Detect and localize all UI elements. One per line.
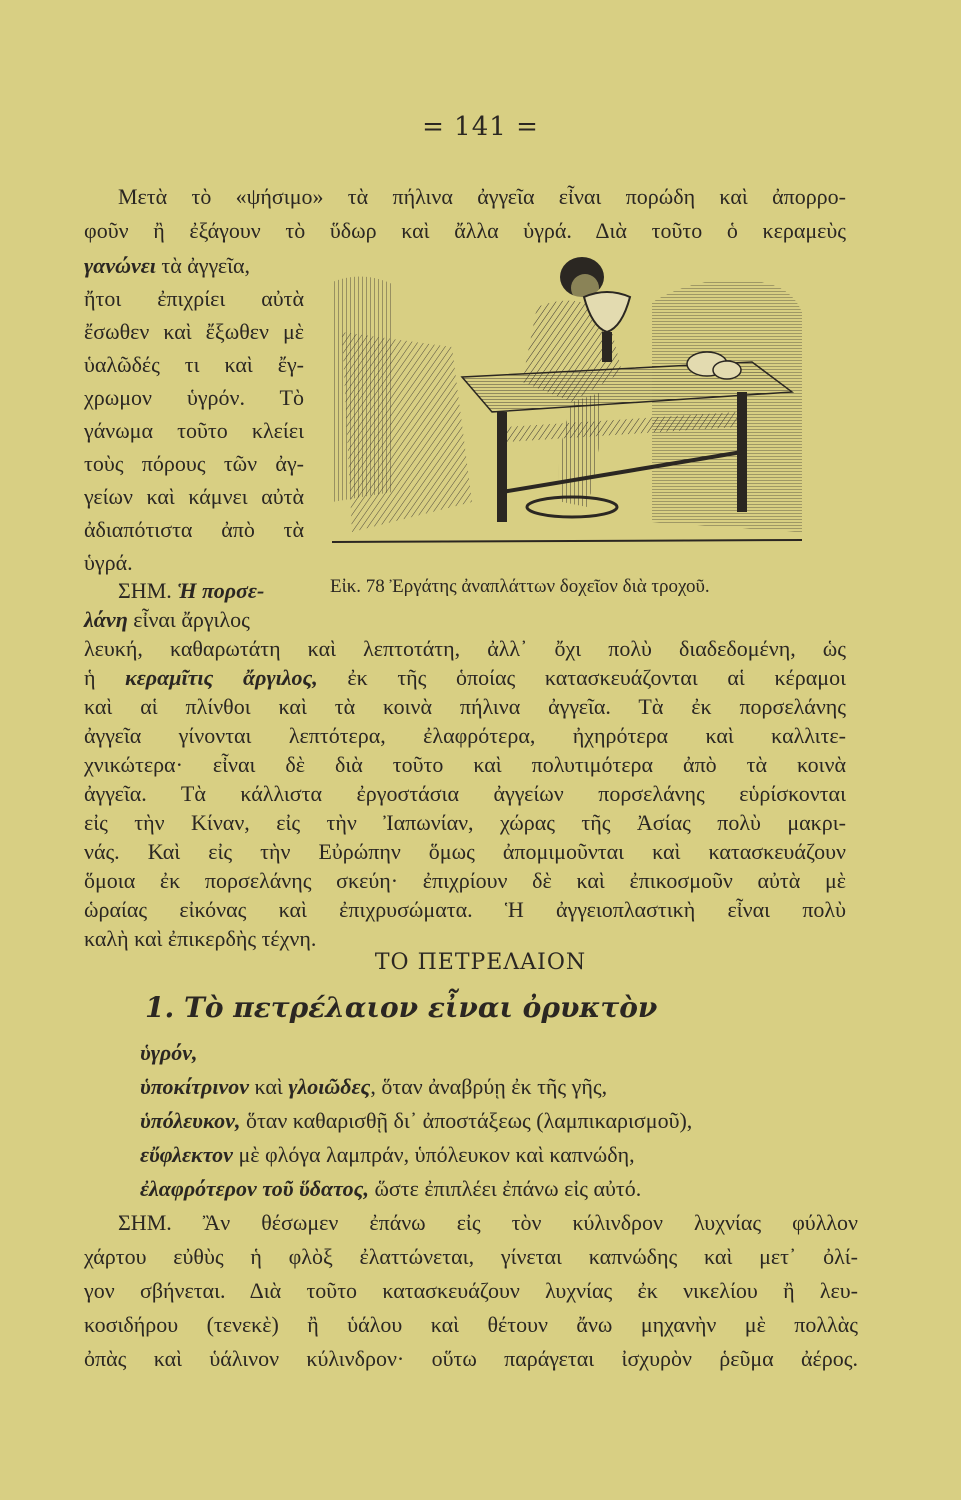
potter-illustration [322,252,812,552]
wrap-line: τοὺς πόρους τῶν ἀγ- [84,451,304,476]
table-leg [497,412,507,522]
bold-term: ὑποκίτρινον [140,1074,249,1099]
wrap-line: γείων καὶ κάμνει αὐτὰ [84,484,304,509]
paragraph-line: φοῦν ἢ ἐξάγουν τὸ ὕδωρ καὶ ἄλλα ὑγρά. Διὰ τοῦτο ὁ κεραμεὺς [84,218,846,243]
wrap-line: ὑαλῶδές τι καὶ ἔγ- [84,352,304,377]
paragraph-line: χάρτου εὐθὺς ἡ φλὸξ ἐλαττώνεται, γίνεται καπνώδης καὶ μετ᾽ ὀλί- [84,1244,858,1269]
wrap-line: γάνωμα τοῦτο κλείει [84,418,304,443]
property-line [140,1172,641,1206]
paragraph-line: καλὴ καὶ ἐπικερδὴς τέχνη. [84,926,317,951]
paragraph-line: γον σβήνεται. Διὰ τοῦτο κατασκευάζουν λυχνίας ἐκ νικελίου ἢ λευ- [84,1278,858,1303]
figure-caption: Εἰκ. 78 Ἐργάτης ἀναπλάττων δοχεῖον διὰ τροχοῦ. [330,576,710,597]
text-span: ὅταν καθαρισθῇ δι᾽ ἀποστάξεως (λαμπικαρισμοῦ), [240,1108,693,1133]
text-span: μὲ φλόγα λαμπράν, ὑπόλευκον καὶ καπνώδη, [232,1142,635,1167]
paragraph-line: καὶ αἱ πλίνθοι καὶ τὰ κοινὰ πήλινα ἀγγεῖα. Τὰ ἐκ πορσελάνης [84,694,846,719]
floor-line [332,540,802,542]
text-span: ἡ [84,665,126,690]
wrap-line [84,249,304,283]
wrap-line: ὑγρά. [84,550,133,575]
clay-lump [713,361,741,379]
text-span: ὥστε ἐπιπλέει ἐπάνω εἰς αὐτό. [368,1176,642,1201]
bold-term: γλοιῶδες [288,1074,371,1099]
paragraph-line: νάς. Καὶ εἰς τὴν Εὐρώπην ὅμως ἀπομιμοῦνται καὶ κατασκευάζουν [84,839,846,864]
text-span: καὶ [248,1074,289,1099]
bench [342,332,472,532]
section-heading: ΤΟ ΠΕΤΡΕΛΑΙΟΝ [374,950,587,975]
paragraph-line: ἀγγεῖα γίνονται λεπτότερα, ἐλαφρότερα, ἠχηρότερα καὶ καλλιτε- [84,723,846,748]
text-span: εἶναι ἄργιλος [127,607,250,632]
paragraph-line: ὡραίας εἰκόνας καὶ ἐπιχρυσώματα. Ἡ ἀγγειοπλαστικὴ εἶναι πολὺ [84,897,846,922]
bold-term: ὑγρόν, [140,1040,198,1065]
bold-term: εὔφλεκτον [140,1142,233,1167]
wheel-shaft [602,332,612,362]
text-span: τὰ ἀγγεῖα, [155,253,251,278]
property-line [140,1104,692,1138]
wall-right [652,280,802,533]
property-line [140,1036,198,1070]
paragraph-line: χνικώτερα· εἶναι δὲ διὰ τοῦτο καὶ πολυτιμότερα ἀπὸ τὰ κοινὰ [84,752,846,777]
property-line [140,1138,635,1172]
paragraph-line: κοσιδήρου (τενεκὲ) ἢ ὑάλου καὶ θέτουν ἄνω μηχανὴν μὲ πολλὰς [84,1312,858,1337]
wrap-line: ἔσωθεν καὶ ἔξωθεν μὲ [84,319,304,344]
text-span: ΣΗΜ. [118,578,178,603]
text-span: , ὅταν ἀναβρύῃ ἐκ τῆς γῆς, [370,1074,608,1099]
page-number: = 141 = [422,112,539,142]
wrap-line: χρωμον ὑγρόν. Τὸ [84,385,304,410]
potter-leg [559,392,602,507]
paragraph-line: ὀπὰς καὶ ὑάλινον κύλινδρον· οὕτω παράγεται ἰσχυρὸν ῥεῦμα ἀέρος. [84,1346,858,1371]
wrap-line: ἀδιαπότιστα ἀπὸ τὰ [84,517,304,542]
paragraph-line: λευκή, καθαρωτάτη καὶ λεπτοτάτη, ἀλλ᾽ ὄχι πολὺ διαδεδομένη, ὡς [84,636,846,661]
wrap-line: ἤτοι ἐπιχρίει αὐτὰ [84,286,304,311]
property-line [140,1070,607,1104]
paragraph-line: εἰς τὴν Κίναν, εἰς τὴν Ἰαπωνίαν, χώρας τῆς Ἀσίας πολὺ μακρι- [84,810,846,835]
paragraph-line: ΣΗΜ. Ἂν θέσωμεν ἐπάνω εἰς τὸν κύλινδρον λυχνίας φύλλον [118,1210,858,1235]
bold-term: γανώνει [84,253,156,278]
paragraph-line: ἀγγεῖα. Τὰ κάλλιστα ἐργοστάσια ἀγγείων πορσελάνης εὑρίσκονται [84,781,846,806]
bold-term: λάνη [84,607,128,632]
bold-term: ὑπόλευκον, [140,1108,241,1133]
bold-term: κεραμῖτις ἄργιλος, [125,665,318,690]
paragraph-line: ὅμοια ἐκ πορσελάνης σκεύη· ἐπιχρίουν δὲ καὶ ἐπικοσμοῦν αὐτὰ μὲ [84,868,846,893]
bold-term: ἐλαφρότερον τοῦ ὕδατος, [140,1176,369,1201]
section-title: 1. Τὸ πετρέλαιον εἶναι ὀρυκτὸν [145,991,658,1024]
bold-term: Ἡ πορσε- [177,578,265,603]
text-span: ἐκ τῆς ὁποίας κατασκευάζονται αἱ κέραμοι [317,665,846,690]
paragraph-line: Μετὰ τὸ «ψήσιμο» τὰ πήλινα ἀγγεῖα εἶναι πορώδη καὶ ἀπορρο- [118,184,846,209]
